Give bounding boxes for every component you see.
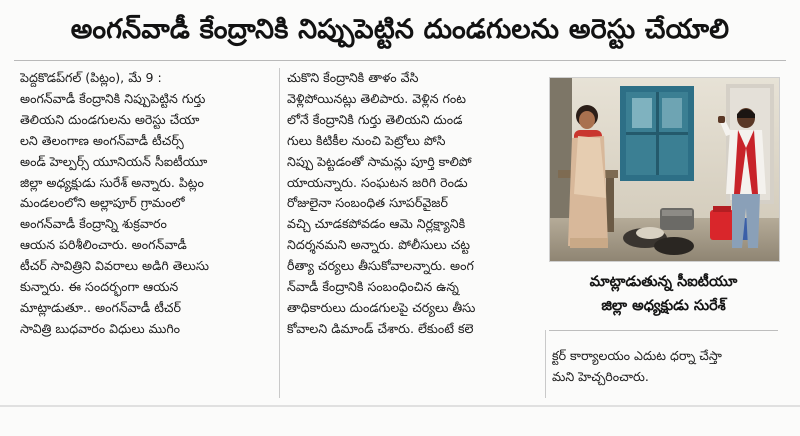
column-1-line: సావిత్రి బుధవారం విధులు ముగిం — [20, 320, 181, 336]
column-1-line: లని తెలంగాణ అంగన్‌వాడీ టీచర్స్ — [20, 132, 184, 148]
article-column-2 — [287, 68, 539, 340]
column-1-line: అంగన్‌వాడీ కేంద్రాన్ని శుక్రవారం — [20, 216, 167, 232]
caption-line: జిల్లా అధ్యక్షుడు సురేశ్ — [601, 298, 726, 314]
column-1-line: మాట్లాడుతూ.. అంగన్‌వాడీ టీచర్ — [20, 299, 181, 315]
column-1-line: జిల్లా అధ్యక్షుడు సురేశ్ అన్నారు. పిట్లం — [20, 174, 204, 190]
article-column-1 — [20, 68, 272, 340]
column-1-line: తెలియని దుండగులను అరెస్టు చేయా — [20, 111, 200, 127]
column-1-line: ఆయన పరిశీలించారు. అంగన్‌వాడీ — [20, 237, 187, 253]
column-1-line: మండలంలోని అల్లాపూర్ గ్రామంలో — [20, 195, 185, 211]
column-2-line: యాయన్నారు. సంఘటన జరిగి రెండు — [287, 174, 468, 190]
column-divider — [279, 68, 280, 398]
column-1-line: టీచర్ సావిత్రిని వివరాలు అడిగి తెలుసు — [20, 258, 210, 274]
article-column-3 — [552, 346, 778, 388]
clipping-bottom-edge — [0, 405, 800, 407]
column-3-line: క్టర్ కార్యాలయం ఎదుట ధర్నా చేస్తా — [552, 348, 722, 363]
column-2-line: కోవాలని డిమాండ్ చేశారు. లేకుంటే కలె — [287, 320, 474, 336]
column-2-line: లోనే కేంద్రానికి గుర్తు తెలియని దుండ — [287, 111, 463, 127]
column-1-line: అండ్ హెల్పర్స్ యూనియన్ సీఐటీయూ — [20, 153, 208, 169]
news-photo — [549, 77, 780, 262]
news-photo-illustration — [550, 78, 779, 261]
column-3-line: మని హెచ్చరించారు. — [552, 368, 649, 384]
column-2-line: వెళ్లిపోయినట్లు తెలిపారు. వెళ్లిన గంట — [287, 90, 466, 106]
column-divider — [545, 330, 546, 398]
column-1-line: అంగన్‌వాడీ కేంద్రానికి నిప్పుపెట్టిన గుర్తు — [20, 90, 206, 106]
column-2-line: నిదర్శనమని అన్నారు. పోలీసులు చట్ట — [287, 237, 471, 253]
column-2-line: న్‌వాడీ కేంద్రానికి సంబంధించిన ఉన్న — [287, 279, 459, 295]
column-2-line: తాధికారులు దుండగులపై చర్యలు తీసు — [287, 299, 476, 315]
headline-divider — [14, 60, 786, 61]
caption-divider — [549, 330, 778, 331]
caption-line: మాట్లాడుతున్న సీఐటీయూ — [589, 274, 738, 290]
column-2-line: రీత్యా చర్యలు తీసుకోవాలన్నారు. అంగ — [287, 258, 474, 274]
headline: అంగన్‌వాడీ కేంద్రానికి నిప్పుపెట్టిన దుండగులను అరెస్టు చేయాలి — [70, 14, 730, 45]
column-2-line: గులు కిటికీల నుంచి పెట్రోలు పోసి — [287, 132, 446, 148]
photo-caption — [549, 264, 778, 324]
column-2-line: రోజులైనా సంబంధిత సూపర్‌వైజర్ — [287, 195, 448, 211]
column-2-line: నిప్పు పెట్టడంతో సామన్లు పూర్తి కాలిపో — [287, 153, 472, 169]
column-2-line: వచ్చి చూడకపోవడం ఆమె నిర్లక్ష్యానికి — [287, 216, 466, 232]
column-1-line: పెద్దకొడప్‌గల్ (పిట్లం), మే 9 : — [20, 70, 162, 85]
column-2-line: చుకొని కేంద్రానికి తాళం వేసి — [287, 70, 419, 85]
column-1-line: కున్నారు. ఈ సందర్భంగా ఆయన — [20, 279, 179, 295]
